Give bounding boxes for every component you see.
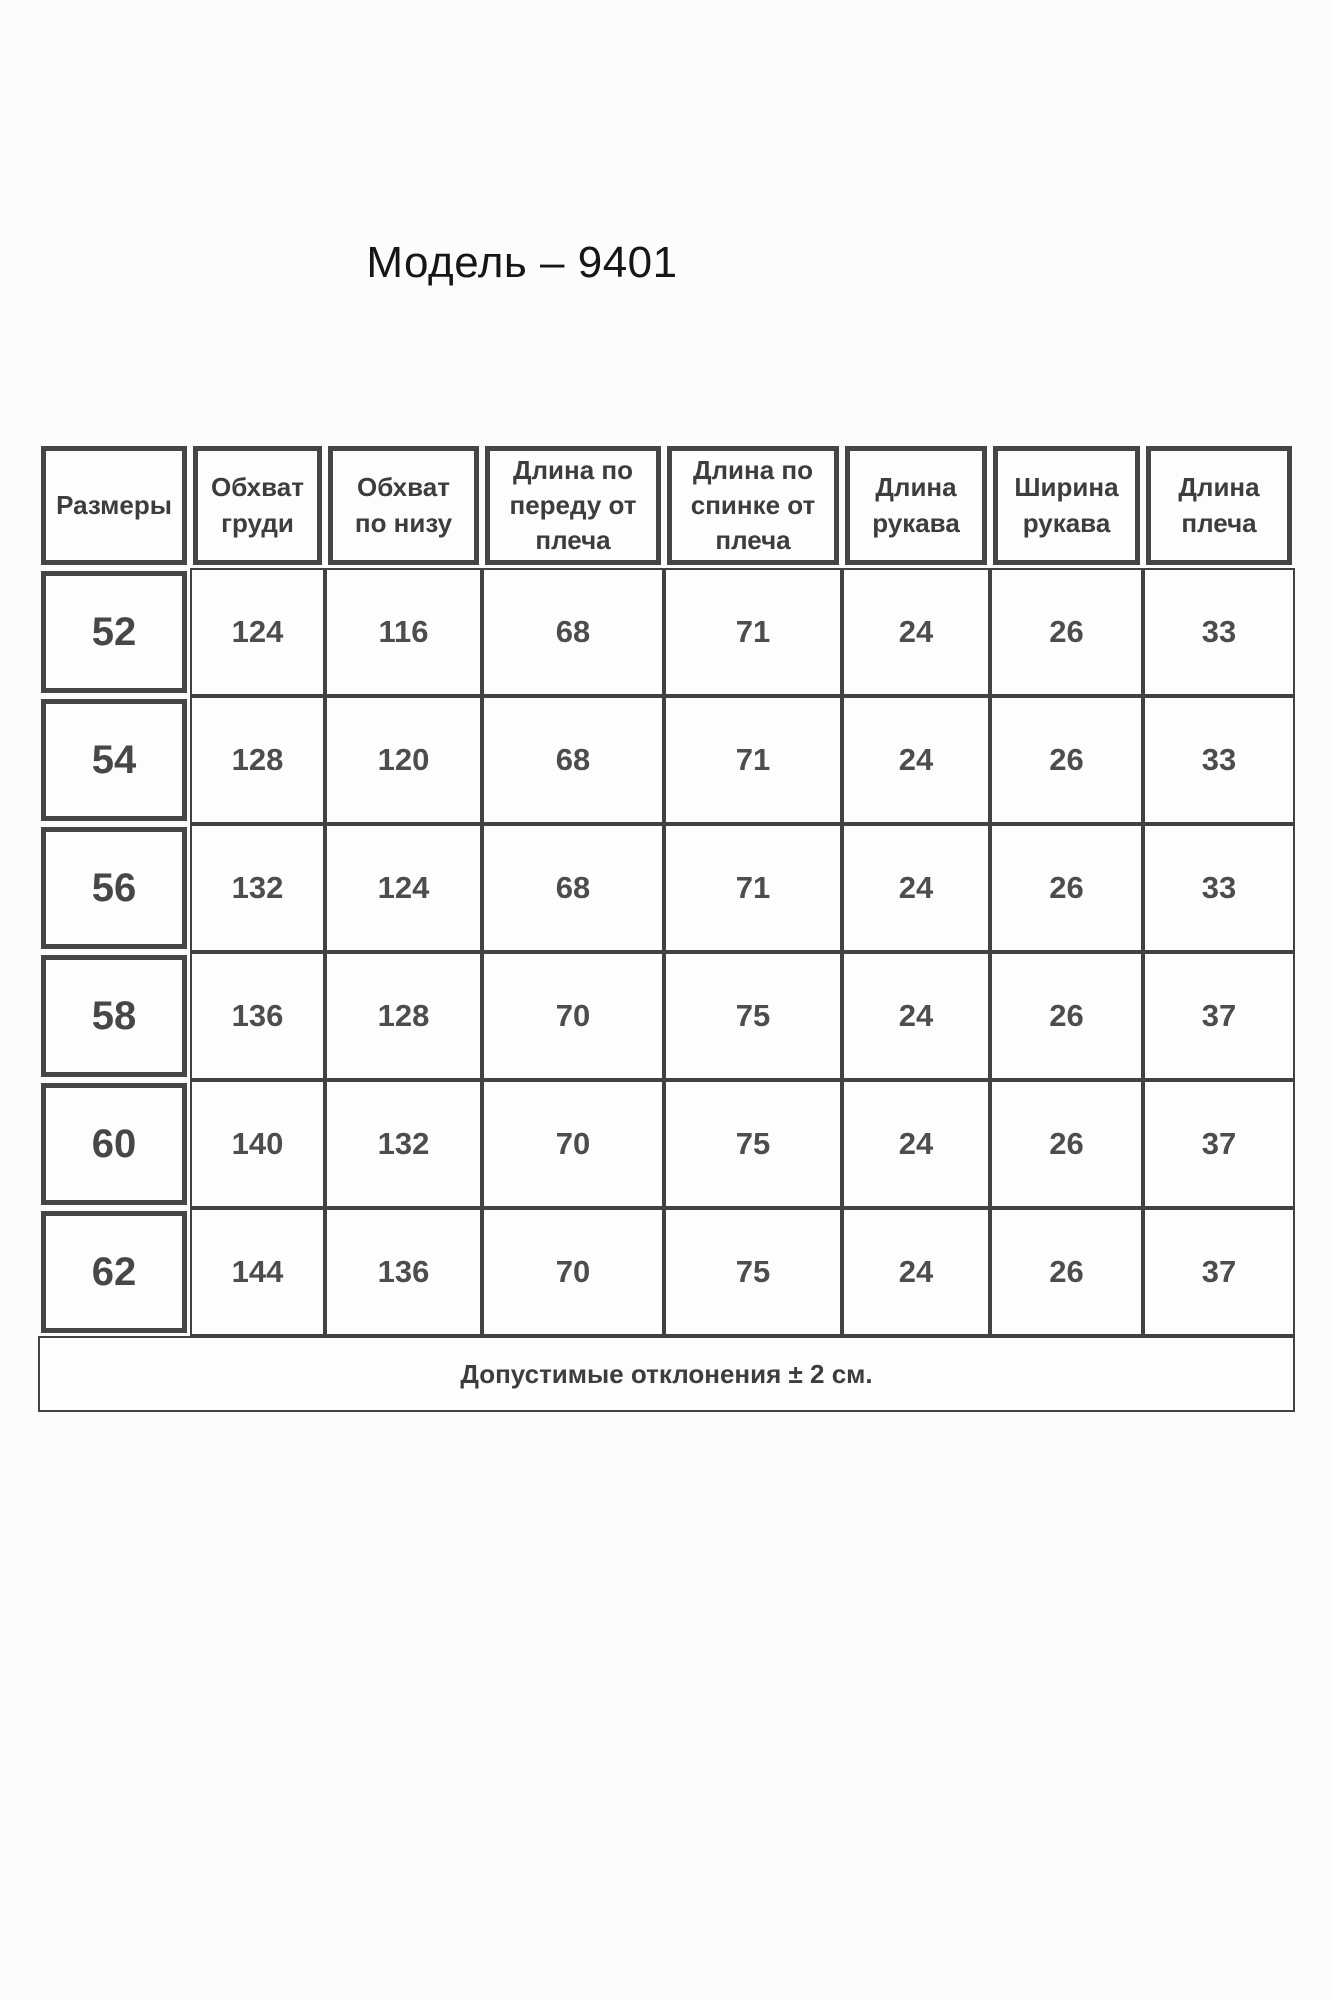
data-cell: 33 (1143, 824, 1295, 952)
column-header-sizes: Размеры (41, 446, 187, 565)
data-cell: 24 (842, 568, 990, 696)
data-cell: 75 (664, 1208, 842, 1336)
data-cell: 26 (990, 696, 1143, 824)
data-cell: 140 (190, 1080, 325, 1208)
data-cell: 144 (190, 1208, 325, 1336)
size-cell: 62 (41, 1211, 187, 1333)
column-header-bottom: Обхват по низу (328, 446, 479, 565)
data-cell: 70 (482, 1080, 664, 1208)
data-cell: 26 (990, 1080, 1143, 1208)
size-cell: 54 (41, 699, 187, 821)
data-cell: 24 (842, 696, 990, 824)
data-cell: 70 (482, 952, 664, 1080)
data-cell: 71 (664, 696, 842, 824)
column-header-sleeve-length: Длина рукава (845, 446, 987, 565)
model-title-text: Модель – 9401 (366, 238, 678, 287)
data-cell: 68 (482, 696, 664, 824)
data-cell: 120 (325, 696, 482, 824)
data-cell: 24 (842, 1080, 990, 1208)
size-cell: 56 (41, 827, 187, 949)
data-cell: 24 (842, 1208, 990, 1336)
data-cell: 24 (842, 952, 990, 1080)
column-header-shoulder-length: Длина плеча (1146, 446, 1292, 565)
data-cell: 116 (325, 568, 482, 696)
data-cell: 128 (325, 952, 482, 1080)
column-header-back-length: Длина по спинке от плеча (667, 446, 839, 565)
data-cell: 37 (1143, 1080, 1295, 1208)
data-cell: 75 (664, 1080, 842, 1208)
data-cell: 68 (482, 568, 664, 696)
data-cell: 33 (1143, 568, 1295, 696)
data-cell: 33 (1143, 696, 1295, 824)
column-header-front-length: Длина по переду от плеча (485, 446, 661, 565)
data-cell: 37 (1143, 952, 1295, 1080)
data-cell: 26 (990, 952, 1143, 1080)
size-cell: 58 (41, 955, 187, 1077)
data-cell: 132 (190, 824, 325, 952)
data-cell: 37 (1143, 1208, 1295, 1336)
page-title (0, 238, 1044, 288)
data-cell: 71 (664, 824, 842, 952)
tolerance-footnote: Допустимые отклонения ± 2 см. (38, 1336, 1295, 1412)
data-cell: 75 (664, 952, 842, 1080)
data-cell: 124 (190, 568, 325, 696)
data-cell: 26 (990, 1208, 1143, 1336)
data-cell: 24 (842, 824, 990, 952)
data-cell: 128 (190, 696, 325, 824)
column-header-sleeve-width: Ширина рукава (993, 446, 1140, 565)
data-cell: 71 (664, 568, 842, 696)
data-cell: 26 (990, 824, 1143, 952)
data-cell: 124 (325, 824, 482, 952)
column-header-chest: Обхват груди (193, 446, 322, 565)
data-cell: 68 (482, 824, 664, 952)
data-cell: 26 (990, 568, 1143, 696)
data-cell: 136 (325, 1208, 482, 1336)
size-cell: 60 (41, 1083, 187, 1205)
data-cell: 132 (325, 1080, 482, 1208)
size-cell: 52 (41, 571, 187, 693)
data-cell: 136 (190, 952, 325, 1080)
data-cell: 70 (482, 1208, 664, 1336)
size-chart-table (38, 443, 1295, 1412)
